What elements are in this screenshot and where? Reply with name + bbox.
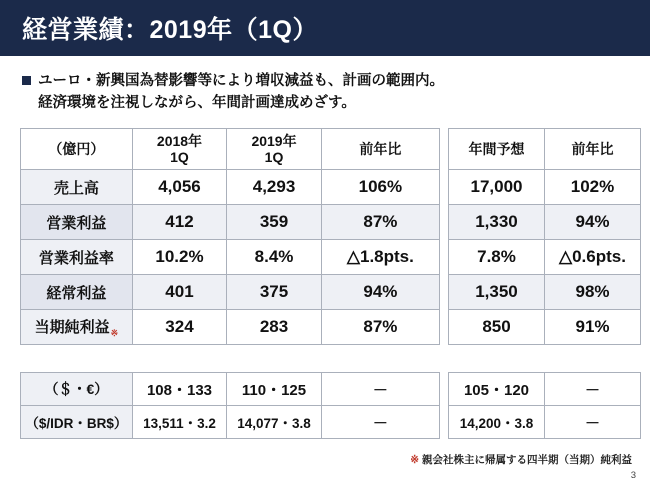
cell-forecast-operating-margin: 7.8% (449, 240, 545, 275)
row-label-net-income (21, 310, 133, 345)
cell-operating-margin-fy2018: 10.2% (132, 240, 227, 275)
header-forecast-yoy: 前年比 (545, 129, 641, 170)
table-row (21, 170, 440, 205)
cell-sales-fy2019: 4,293 (227, 170, 322, 205)
cell-operating-income-fy2019: 359 (227, 205, 322, 240)
cell-usd-eur-fy2018: 108・133 (132, 373, 227, 406)
header-yoy: 前年比 (321, 129, 439, 170)
cell-operating-margin-yoy: △1.8pts. (321, 240, 439, 275)
cell-net-income-fy2019: 283 (227, 310, 322, 345)
cell-idr-brl-yoy: － (321, 406, 439, 439)
cell-forecast-ordinary-income-yoy: 98% (545, 275, 641, 310)
results-table-left (20, 128, 440, 345)
header-fy2018 (132, 129, 227, 170)
cell-forecast-operating-income-yoy: 94% (545, 205, 641, 240)
footnote-mark-icon: ※ (110, 327, 119, 338)
table-row (449, 240, 641, 275)
header-fy2018-quarter: 1Q (170, 149, 189, 165)
table-row (21, 406, 440, 439)
bullet-text-2: 経済環境を注視しながら、年間計画達成めざす。 (38, 95, 356, 112)
table-row (21, 373, 440, 406)
fx-table-right (448, 372, 641, 439)
square-bullet-icon (22, 76, 31, 85)
cell-idr-brl-fy2018: 13,511・3.2 (132, 406, 227, 439)
cell-usd-eur-fy2019: 110・125 (227, 373, 322, 406)
table-header-row (21, 129, 440, 170)
cell-fx-forecast-usd-eur-yoy: － (545, 373, 641, 406)
fx-tables (20, 372, 641, 439)
row-label-usd-eur: （＄・€） (21, 373, 133, 406)
table-row (21, 275, 440, 310)
row-label-idr-brl: （$/IDR・BR$） (21, 406, 133, 439)
fx-table-left (20, 372, 440, 439)
table-row (449, 170, 641, 205)
cell-forecast-ordinary-income: 1,350 (449, 275, 545, 310)
cell-forecast-net-income: 850 (449, 310, 545, 345)
table-row (21, 310, 440, 345)
footnote-text: 親会社株主に帰属する四半期（当期）純利益 (422, 454, 632, 466)
cell-sales-fy2018: 4,056 (132, 170, 227, 205)
page-title: 経営業績：2019年（1Q） (22, 16, 318, 44)
cell-usd-eur-yoy: － (321, 373, 439, 406)
row-label-net-income-text: 当期純利益 (34, 318, 110, 336)
cell-operating-income-fy2018: 412 (132, 205, 227, 240)
page-number: 3 (630, 470, 636, 481)
header-unit: （億円） (21, 129, 133, 170)
cell-operating-income-yoy: 87% (321, 205, 439, 240)
table-row (449, 205, 641, 240)
footnote-mark: ※ (410, 454, 419, 466)
table-header-row (449, 129, 641, 170)
results-tables (20, 128, 641, 345)
table-row (449, 275, 641, 310)
results-table-right (448, 128, 641, 345)
cell-forecast-sales: 17,000 (449, 170, 545, 205)
bullet-text-1: ユーロ・新興国為替影響等により増収減益も、計画の範囲内。 (38, 73, 444, 89)
footnote (410, 452, 632, 467)
cell-forecast-sales-yoy: 102% (545, 170, 641, 205)
row-label-ordinary-income: 経常利益 (21, 275, 133, 310)
cell-idr-brl-fy2019: 14,077・3.8 (227, 406, 322, 439)
cell-operating-margin-fy2019: 8.4% (227, 240, 322, 275)
cell-forecast-net-income-yoy: 91% (545, 310, 641, 345)
cell-ordinary-income-fy2019: 375 (227, 275, 322, 310)
row-label-sales: 売上高 (21, 170, 133, 205)
table-row (449, 373, 641, 406)
header-annual-forecast: 年間予想 (449, 129, 545, 170)
cell-fx-forecast-usd-eur: 105・120 (449, 373, 545, 406)
cell-sales-yoy: 106% (321, 170, 439, 205)
cell-net-income-fy2018: 324 (132, 310, 227, 345)
cell-fx-forecast-idr-brl: 14,200・3.8 (449, 406, 545, 439)
header-fy2019-quarter: 1Q (264, 149, 284, 165)
table-row (449, 406, 641, 439)
header-fy2019 (227, 129, 322, 170)
row-label-operating-margin: 営業利益率 (21, 240, 133, 275)
header-fy2018-year: 2018年 (156, 132, 203, 149)
cell-forecast-operating-margin-yoy: △0.6pts. (545, 240, 641, 275)
bullet-block (22, 70, 632, 115)
bullet-item-1 (22, 70, 632, 92)
table-row (21, 205, 440, 240)
cell-fx-forecast-idr-brl-yoy: － (545, 406, 641, 439)
cell-ordinary-income-fy2018: 401 (132, 275, 227, 310)
row-label-operating-income: 営業利益 (21, 205, 133, 240)
table-row (21, 240, 440, 275)
table-row (449, 310, 641, 345)
cell-ordinary-income-yoy: 94% (321, 275, 439, 310)
header-fy2019-year: 2019年 (251, 132, 297, 149)
title-bar (0, 0, 650, 56)
cell-net-income-yoy: 87% (321, 310, 439, 345)
cell-forecast-operating-income: 1,330 (449, 205, 545, 240)
